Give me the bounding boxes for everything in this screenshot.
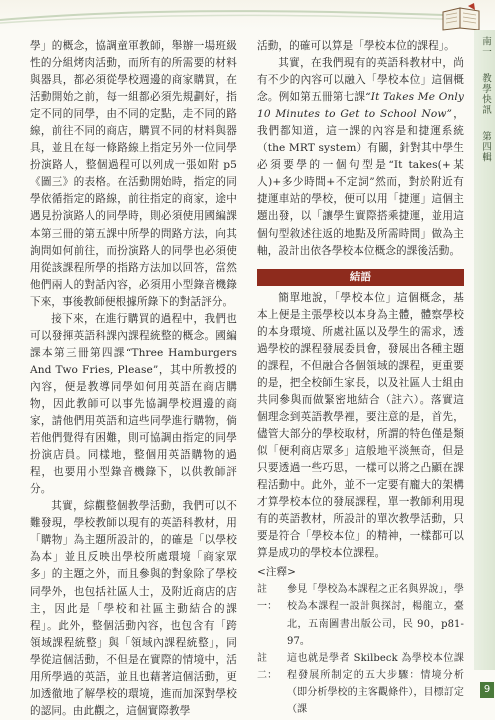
paragraph xyxy=(257,55,464,260)
note-text: 參見「學校為本課程之正名與界說」，學校為本課程一設計與探討，楊龍立，臺北，五南圖書出版公司，民 90，p81-97。 xyxy=(287,584,464,647)
paragraph: 學」的概念，協調童軍教師，舉辦一場班級性的分組烤肉活動，而所有的所需要的材料與器具，都必須從學校週邊的商家購買，在活動開始之前，每一組都必須先規劃好，指定不同的同學，由不同的定點，走不同的路線，前往不同的商店，購買不同的材料與器具，並且在每一條路線上指定另外一位同學扮演路人，整個過程可以列成一張如附 p5《圖三》的表格。在活動開始時，指定的同學依循指定的路線，前往指定的商家，途中遇見扮演路人的同學時，則必須使用國編課本第三冊的第五課中所學的問路方法，向其詢問如何前往，而扮演路人的同學也必須使用從該課程所學的指路方法加以回答，當然他們兩人的對話內容，必須用小型錄音機錄下來，事後教師便根據所錄下的對話評分。 xyxy=(30,40,237,308)
sidebar-issue: 第四輯 xyxy=(480,131,491,163)
header-swoosh-decoration xyxy=(0,6,470,26)
note-item xyxy=(257,581,464,649)
note-item xyxy=(257,650,464,718)
paragraph-text: ，我們都知道，這一課的內容是和捷運系統（the MRT system）有關，針對其中學生必須要學的一個句型是“It takes(+某人)+多少時間+不定詞”然而，對於附近有捷運車站的學校，便可以用「捷運」這個主題出發，以「讓學生實際搭乘捷運，並用這個句型敘述往返的地點及所需時間」做為主軸，設計出依各學校本位概念的課後活動。 xyxy=(257,108,464,257)
left-column xyxy=(30,38,237,720)
section-heading: 結語 xyxy=(257,269,464,286)
page-number: 9 xyxy=(480,682,494,698)
right-column xyxy=(257,38,464,718)
notes-label: <注釋> xyxy=(257,566,296,579)
lesson-title: “It Takes Me Only 10 Minutes to Get to School Now” xyxy=(257,91,465,121)
paragraph: 活動，的確可以算是「學校本位的課程」。 xyxy=(257,40,455,52)
paragraph: 其實，綜觀整個教學活動，我們可以不難發現，學校教師以現有的英語科教材，用「購物」為主題所設計的，的確是「以學校為本」並且反映出學校所處環境「商家眾多」的主題之外，而且參與的對象除了學校同學外，也包括社區人士，及附近商店的店主，因此是「學校和社區主動結合的課程」。此外，整個活動內容，也包含有「跨領域課程統整」與「領域內課程統整」，同學從這個活動，不但是在實際的情境中，活用所學過的英語，並且也藉著這個活動，更加透徹地了解學校的環境，進而加深對學校的認同。由此觀之，這個實際教學 xyxy=(30,500,237,717)
paragraph: 簡單地說，「學校本位」這個概念，基本上便是主張學校以本身為主體，體察學校的本身環境、所處社區以及學生的需求，透過學校的課程發展委員會，發展出各種主題的課程，不但融合各個領域的課程，更重要的是，把全校師生家長，以及社區人士組由共同參與而做緊密地結合（註六）。落實這個理念到英語教學裡，要注意的是，首先，儘管大部分的學校取材，所謂的特色僅是類似「便利商店眾多」這般地平淡無奇，但是只要透過一些巧思，一樣可以將之凸顯在課程活動中。此外，並不一定要有龐大的架構才算學校本位的發展課程，單一教師利用現有的英語教材，所設計的單次教學活動，只要是符合「學校本位」的精神，一樣都可以算是成功的學校本位課程。 xyxy=(257,291,464,560)
note-text: 這也就是學者 Skilbeck 為學校本位課程發展所制定的五大步驟：情境分析（即分析學校的主客觀條件），目標訂定（課 xyxy=(287,652,464,715)
paragraph-text: 其實，在我們現有的英語科教材中，尚有不少的內容可以融入「學校本位」這個概念。例如第五冊第七課 xyxy=(257,57,464,104)
paragraph: 接下來，在進行購買的過程中，我們也可以發揮英語科課內課程統整的概念。國編課本第三冊第四課“Three Hamburgers And Two Fries, Please”，其中所教授的內容，便是教導同學如何用英語在商店購物，因此教師可以事先協調學校週邊的商家，請他們用英語和這些同學進行購物，倘若他們覺得有困難，則可協調由指定的同學扮演店員。同樣地，整個用英語購物的過程，也要用小型錄音機錄下，以供教師評分。 xyxy=(30,312,237,496)
note-key: 註二： xyxy=(257,652,278,681)
sidebar-series: 教學快訊 xyxy=(480,73,491,116)
sidebar-publisher: 南一 xyxy=(480,36,491,57)
note-key: 註一： xyxy=(257,584,278,613)
book-icon xyxy=(440,2,482,32)
sidebar-title xyxy=(478,36,492,163)
